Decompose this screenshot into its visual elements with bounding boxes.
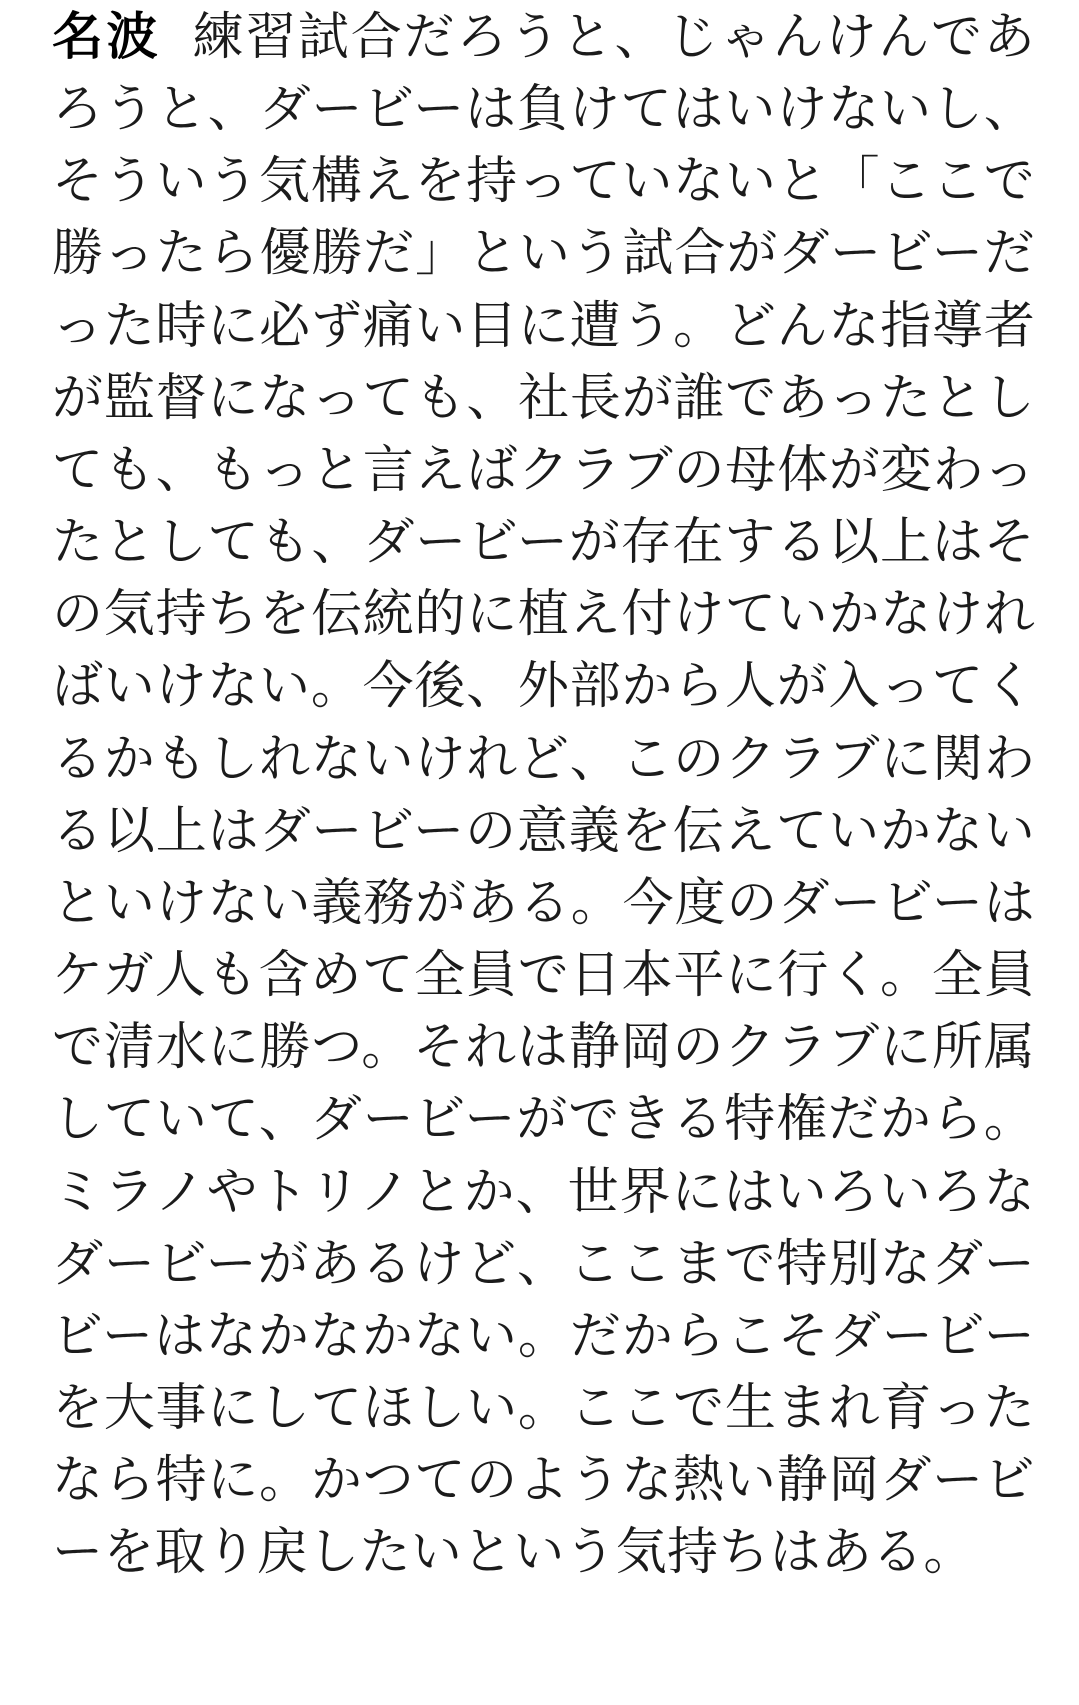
paragraph-body: 練習試合だろうと、じゃんけんであろうと、ダービーは負けてはいけないし、そういう気構えを持っていないと「ここで勝ったら優勝だ」という試合がダービーだった時に必ず痛い目に遭う。どんな指導者が監督になっても、社長が誰であったとしても、もっと言えばクラブの母体が変わったとしても、ダービーが存在する以上はその気持ちを伝統的に植え付けていかなければいけない。今後、外部から人が入ってくるかもしれないけれど、このクラブに関わる以上はダービーの意義を伝えていかないといけない義務がある。今度のダービーはケガ人も含めて全員で日本平に行く。全員で清水に勝つ。それは静岡のクラブに所属していて、ダービーができる特権だから。ミラノやトリノとか、世界にはいろいろなダービーがあるけど、ここまで特別なダービーはなかなかない。だからこそダービーを大事にしてほしい。ここで生まれ育ったなら特に。かつてのような熱い静岡ダービーを取り戻したいという気持ちはある。: [52, 8, 1035, 1583]
interview-paragraph: [52, 0, 1035, 1589]
speaker-name: 名波: [52, 8, 162, 67]
